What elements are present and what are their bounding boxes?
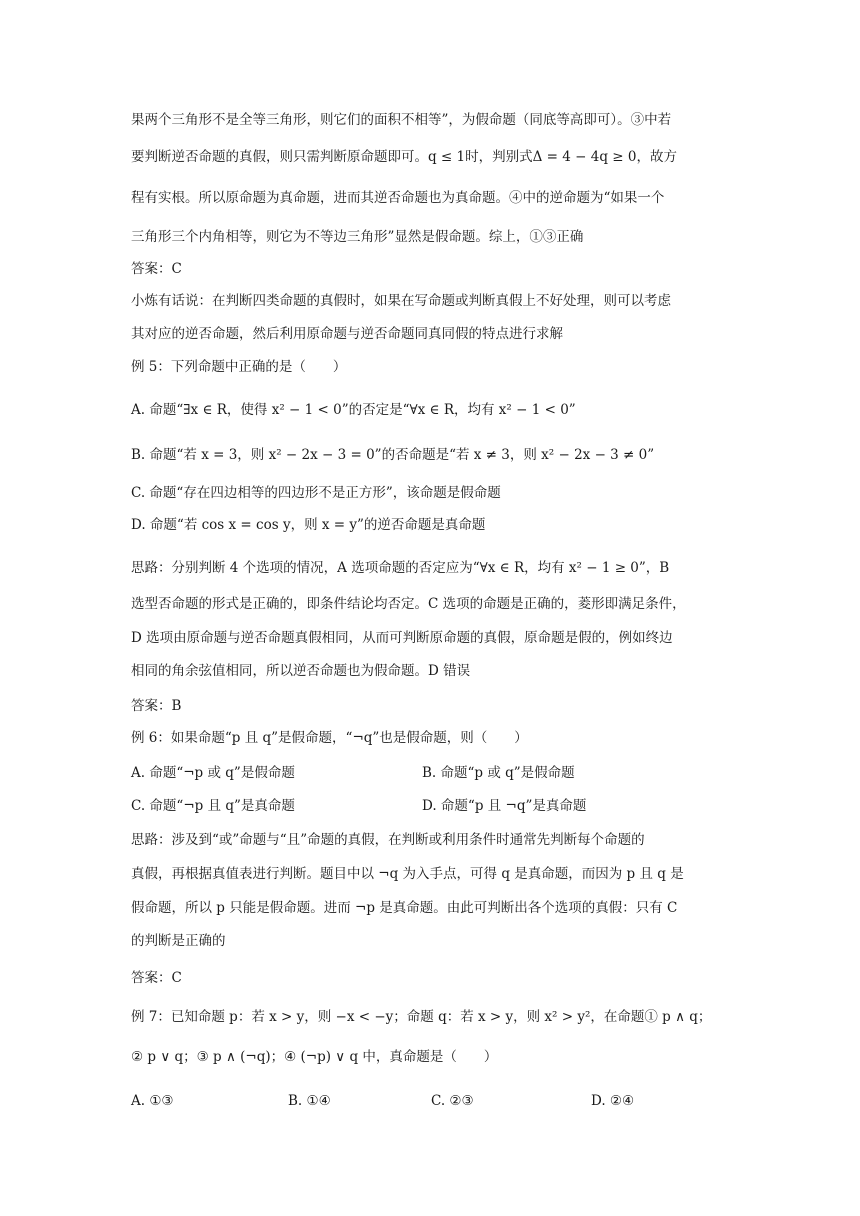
text-line: D 选项由原命题与逆否命题真假相同，从而可判断原命题的真假，原命题是假的，例如终边 xyxy=(131,630,673,646)
option-line: D. 命题“若 cos x = cos y，则 x = y”的逆否命题是真命题 xyxy=(131,517,486,533)
text-line: ② p ∨ q；③ p ∧ (¬q)；④ (¬p) ∨ q 中，真命题是（ ） xyxy=(131,1049,498,1065)
answer-line: 答案：B xyxy=(131,698,182,714)
option-a: A. ①③ xyxy=(131,1093,174,1109)
example-title: 例 7：已知命题 p：若 x > y，则 −x < −y；命题 q：若 x > y，则 x² > y²，在命题① p ∧ q； xyxy=(131,1009,712,1025)
option-d: D. ②④ xyxy=(591,1093,635,1109)
example-title: 例 6：如果命题“p 且 q”是假命题，“¬q”也是假命题，则（ ） xyxy=(131,730,528,746)
answer-line: 答案：C xyxy=(131,970,182,986)
text-line: 假命题，所以 p 只能是假命题。进而 ¬p 是真命题。由此可判断出各个选项的真假：只有 C xyxy=(131,900,678,916)
text-line: 真假，再根据真值表进行判断。题目中以 ¬q 为入手点，可得 q 是真命题，而因为 p 且 q 是 xyxy=(131,866,684,882)
text-line: 思路：涉及到“或”命题与“且”命题的真假，在判断或利用条件时通常先判断每个命题的 xyxy=(131,832,645,848)
option-b: B. 命题“p 或 q”是假命题 xyxy=(422,765,575,781)
text-line: 三角形三个内角相等，则它为不等边三角形”显然是假命题。综上，①③正确 xyxy=(131,229,584,245)
option-line: C. 命题“存在四边相等的四边形不是正方形”，该命题是假命题 xyxy=(131,485,501,501)
option-line: B. 命题“若 x = 3，则 x² − 2x − 3 = 0”的否命题是“若 x ≠ 3，则 x² − 2x − 3 ≠ 0” xyxy=(131,447,655,463)
answer-line: 答案：C xyxy=(131,261,182,277)
option-row xyxy=(131,763,731,783)
option-c: C. 命题“¬p 且 q”是真命题 xyxy=(131,798,295,814)
text-line: 程有实根。所以原命题为真命题，进而其逆否命题也为真命题。④中的逆命题为“如果一个 xyxy=(131,190,665,206)
option-c: C. ②③ xyxy=(431,1093,474,1109)
option-b: B. ①④ xyxy=(288,1093,331,1109)
option-row xyxy=(131,1091,731,1111)
option-row xyxy=(131,796,731,816)
text-line: 的判断是正确的 xyxy=(131,933,226,949)
text-line: 果两个三角形不是全等三角形，则它们的面积不相等”，为假命题（同底等高即可）。③中若 xyxy=(131,112,672,128)
text-line: 思路：分别判断 4 个选项的情况，A 选项命题的否定应为“∀x ∈ R，均有 x² − 1 ≥ 0”，B xyxy=(131,560,670,576)
note-line: 小炼有话说：在判断四类命题的真假时，如果在写命题或判断真假上不好处理，则可以考虑 xyxy=(131,293,671,309)
note-line: 其对应的逆否命题，然后利用原命题与逆否命题同真同假的特点进行求解 xyxy=(131,326,563,342)
option-line: A. 命题“∃x ∈ R，使得 x² − 1 < 0”的否定是“∀x ∈ R，均有 x² − 1 < 0” xyxy=(131,402,576,418)
option-a: A. 命题“¬p 或 q”是假命题 xyxy=(131,765,295,781)
text-line: 相同的角余弦值相同，所以逆否命题也为假命题。D 错误 xyxy=(131,663,471,679)
example-title: 例 5：下列命题中正确的是（ ） xyxy=(131,359,347,375)
text-line: 要判断逆否命题的真假，则只需判断原命题即可。q ≤ 1时，判别式Δ = 4 − 4q ≥ 0，故方 xyxy=(131,149,677,165)
text-line: 选型否命题的形式是正确的，即条件结论均否定。C 选项的命题是正确的，菱形即满足条件， xyxy=(131,596,686,612)
option-d: D. 命题“p 且 ¬q”是真命题 xyxy=(422,798,587,814)
